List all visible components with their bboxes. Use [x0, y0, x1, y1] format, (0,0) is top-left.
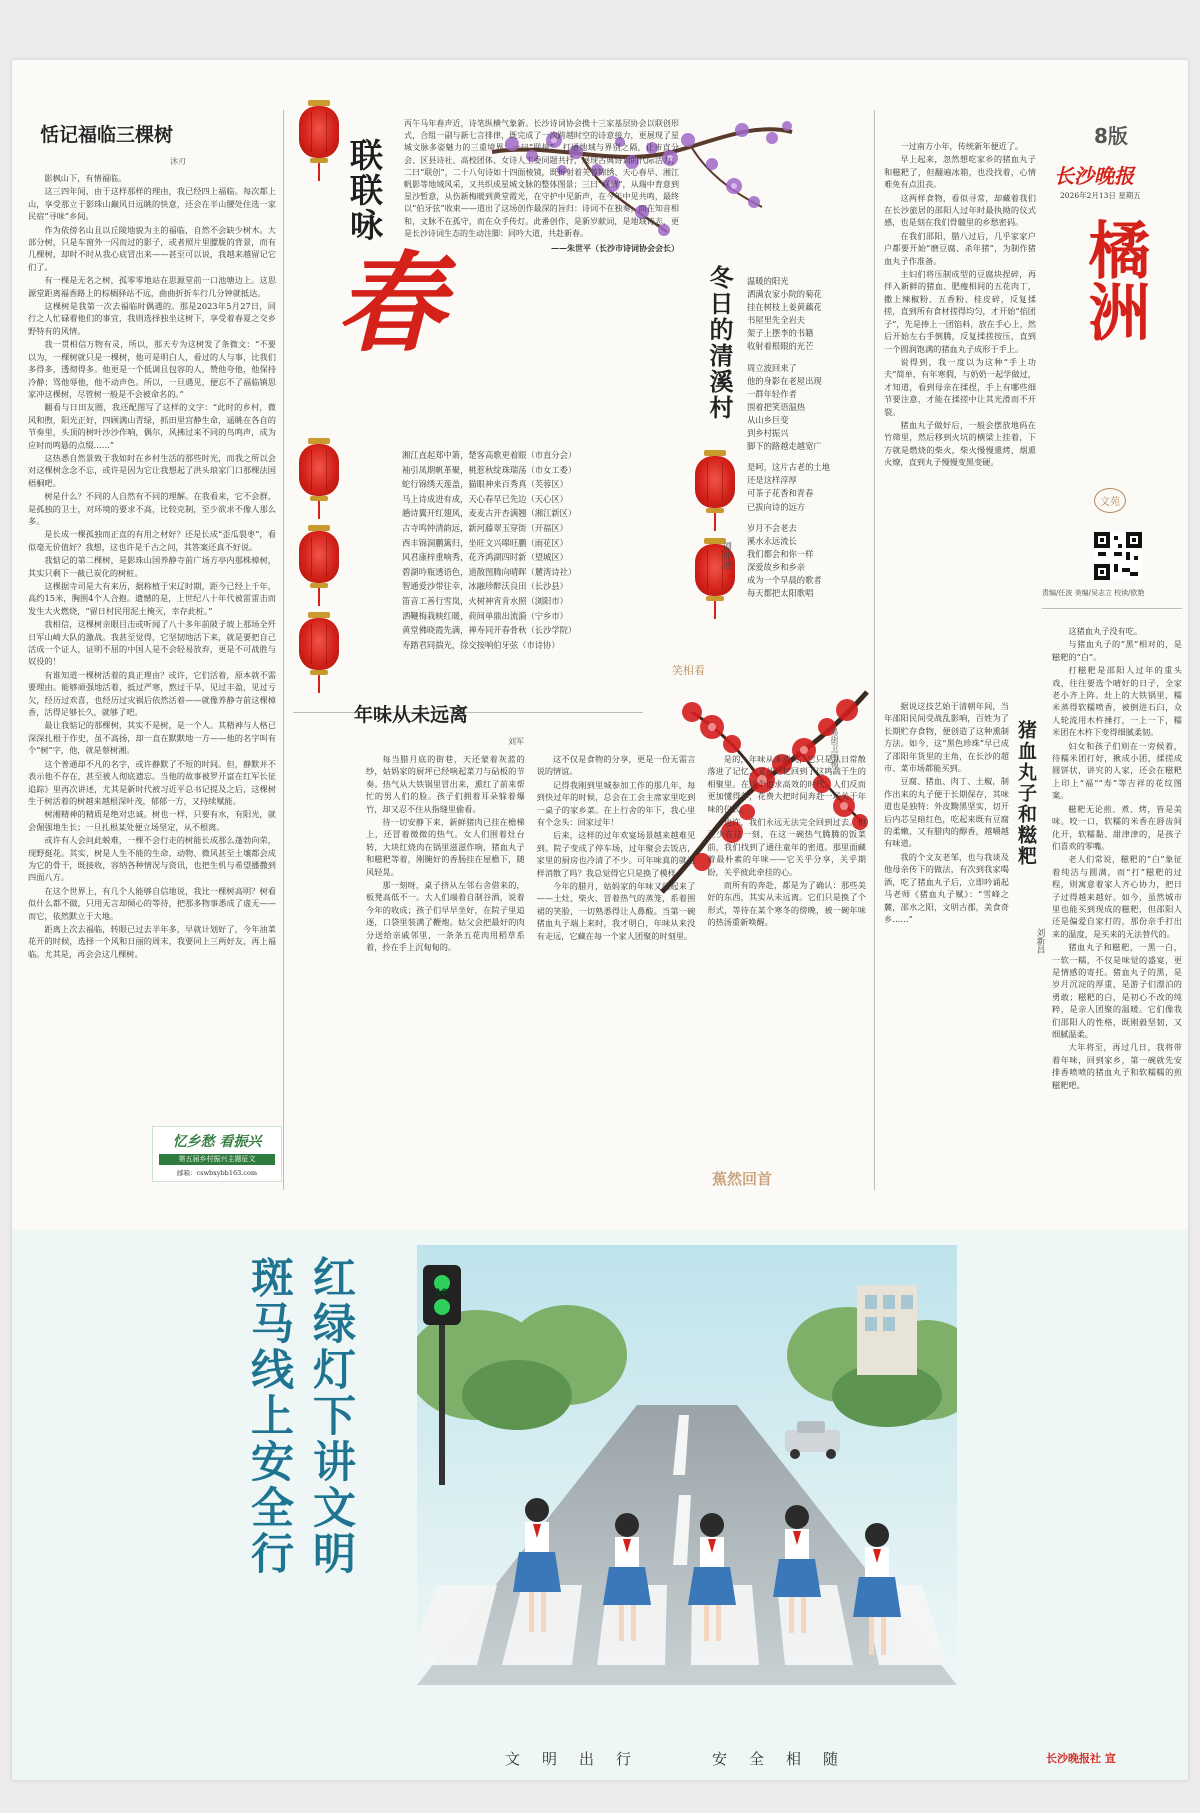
couplet-list	[402, 448, 682, 652]
poem-line: 脚下的路越走越宽广	[747, 441, 822, 452]
ad-title: 忆乡愁 看振兴	[172, 1134, 262, 1150]
page-number: 8版	[1094, 124, 1128, 148]
paragraph: 影枫山下，有情福临。	[44, 173, 127, 183]
section-sub: 文苑	[1094, 488, 1126, 513]
art-credit: 易街卫画梅	[830, 728, 839, 768]
paragraph: 那一刻呀，桌子挤从左邻右舍借来的，板凳高低不一。大人们端着自制谷酒，说着今年的收成；孩子们早早坐好，在院子里追逐，口袋里装满了鞭炮。姑父会把最好的肉分送给亲戚邻里，一条条五花肉用稻草系着，拎在手上沉甸甸的。	[366, 880, 525, 953]
paragraph: 大年将至，再过几日，我将带着年味，回到家乡，第一碗就先安排香喷喷的猪血丸子和软糯糯的煎糍粑吧。	[1052, 1042, 1182, 1090]
poem-line: 围着把笑语温热	[747, 401, 806, 412]
ad-subtitle: 第五届乡村振兴主题征文	[159, 1154, 275, 1165]
paragraph: 这热悉自然景致于我如时在乡村生活的那些时光，而我之所以会对这棵树念念不忘，或许是因为它让我想起了洪头琅家门口那棵法国梧桐吧。	[28, 452, 276, 488]
banner-title-left: 斑马线上安全行	[244, 1255, 294, 1577]
paragraph: 主妇们将压制成型的豆腐块捏碎，再拌入新鲜的猪血、肥瘦相间的五花肉丁，撒上辣椒粉、五香粉、桂皮碎，反复揉搓，直到所有食材搓得均匀，才开始“掐团子”，先是捧上一团馅料，放在手心上，然后开始左右手倒腾，反复揉搓按压，直到一个圆润饱满的猪血丸子成形于手上。	[884, 269, 1036, 354]
poem-line: 洒满农家小院的菊花	[747, 289, 822, 300]
paragraph: 树是什么？不同的人自然有不同的理解。在我看来，它不会群，是孤独的卫士，对环境的要求不高，比较克制，至少欲求不像人那么多。	[28, 491, 276, 526]
section-title: 橘洲	[1078, 218, 1151, 342]
couplet-line: 趟诗翼开红翅风，麦麦古开杏满翘（湘江新区）	[402, 508, 577, 519]
paragraph: 在这个世界上，有几个人能够自信地说，我比一棵树高明？树看似什么都不做，只用无言却倾心的等待，把那多物事悉成了虚无——而它，依然默立于大地。	[28, 885, 276, 921]
couplet-line: 寿踏君同揣光，徐交按响伯牙弦（市诗协）	[402, 639, 560, 650]
paragraph: 待一切安静下来，新鲜猪肉已挂在檐梯上，还冒着微微的热气。女人们围着灶台转，大块红烧肉在锅里滋滋作响，猪血丸子和糍粑等着，刚腌好的香肠挂在屋檐下，随风轻晃。	[366, 817, 525, 877]
crosswalk-illustration	[417, 1245, 957, 1685]
couplet-line: 湘江直起郑中箫，楚客高歌更着眼（市直分会）	[402, 450, 577, 460]
paragraph: 翻看与日田友圈，我还配图写了这样的文字：“此时的乡村，微风和煦，阳光正好，四顾满山青绿，抓田里宫静生命，遥眺在各自的节奏里，头顶的树叶沙沙作响，偶尔，风拂过来不同的鸟鸣声，成为应时而鸣悬的点缀……”	[28, 402, 276, 450]
paragraph: 这三四年间，由于这样那样的理由，我已经四上福临。每次都上山，享受那立于影珠山巅风日远眺的快意，还会在半山腰处住选一家民宿“寻味”乡间。	[28, 186, 276, 222]
lantern-icon	[299, 612, 339, 693]
couplet-line: 风君康梓重响秀，花齐鸿湖四时新（望城区）	[402, 552, 568, 563]
winter-title: 冬日的清溪村	[705, 265, 733, 421]
paragraph: 这棵据寺司是大有来历，据称植于宋辽时期，距今已经上千年，高约15米，胸围4个人合抱。遗憾的是，上世纪八十年代被雷雷击而发生大火燃烧，“留日村民用泥土掩灭，幸存此桩。”	[28, 581, 276, 616]
lantern-icon	[299, 100, 339, 181]
paragraph: 妇女和孩子们则在一旁候着，待糯米团打好，揪成小团，揉搓成圆饼状，讲究的人家，还会在糍粑上印上“福”“寿”等吉祥的花纹图案。	[1052, 740, 1182, 801]
couplet-line: 蛇行锦绣天莲盖，猫眼神来百秀真（芙蓉区）	[402, 479, 568, 490]
poem-line: 每天都把太阳歌唱	[747, 588, 814, 599]
divider	[874, 110, 875, 1190]
article3-body-mid	[884, 700, 1009, 1195]
spring-intro	[404, 118, 679, 438]
article1-author: 沐刃	[170, 157, 186, 166]
paragraph: 每当腊月底的街巷，天还蒙着灰蓝的纱，姑妈家的厨坪已经响起菜刀与砧板的节奏。热气从大铁锅里冒出来，熏红了前来帮忙的男人们的脸。孩子们拥着耳朵躲着爆竹，却又忍不住从指缝里偷看。	[366, 754, 525, 814]
article2-body	[366, 753, 866, 1213]
winter-poem	[747, 275, 869, 600]
poem-line: 挂在树枝上姜黄藕花	[747, 302, 822, 313]
couplet-line: 袖引凤期帆革聚，桃惹秋绽珠瑞荡（市女工委）	[402, 464, 577, 475]
paragraph: 有谁知道一棵树活着的真正理由？或许，它们活着，原本就不需要理由。能够顽强地活着，抵过严寒，熬过干旱，见过丰盈，见过亏欠，经历过欢喜，也经历过灾祸后依然活着——就像养静寺前这棵樟香，活得足够长久，就够了吧。	[28, 669, 276, 718]
couplet-line: 黄堂佛晓霞先满，禅寿同开春骨秋（长沙学院）	[402, 625, 577, 636]
paragraph: 这个普通却不凡的名字，或许静默了不短的时间。但，静默并不表示他不存在，甚至被人彻底遗忘。当他的故事被罗开富在红军长征追踪》里再次讲述，尤其是新时代被习近平总书记提及之后，这棵树生于树活着的树越来越根深叶茂，郁郁一方，又持续赋能。	[28, 758, 276, 806]
issue-date: 2026年2月13日 星期五	[1060, 191, 1141, 200]
article3-author: 刘新昌	[1035, 928, 1045, 954]
paragraph: 也许，我们永远无法完全回到过去。但至少在这一刻，在这一碗热气腾腾的饭菜前，我们找到了通往童年的密道。那里面藏着最朴素的年味——它关乎分享，关乎期盼，关乎彼此牵挂的心。	[707, 817, 866, 877]
poem-line: 一群年轻作者	[747, 388, 797, 399]
divider	[1042, 608, 1182, 609]
article3-body-right	[1052, 625, 1182, 1195]
paragraph: 说得到，我一度以为这种“手上功夫”简单，有年寒假，与奶奶一起学做过，才知道，看到母亲在揉捏，手上有哪些细节要注意，才能在揉搓中让其光滑而不开裂。	[884, 356, 1036, 417]
article2-author: 刘军	[508, 737, 524, 746]
newspaper-page	[12, 60, 1188, 1780]
article2-title: 年味从未远离	[354, 704, 469, 726]
stanza-break	[747, 453, 869, 461]
paragraph: 我惦记的第二棵树，是影珠山国养静寺前广场方亭内那株樟树，其实只剩下一截已炭化的树桩。	[28, 555, 276, 578]
couplet-line: 笛音工善行雪岚，火树神宵肯水照（浏阳市）	[402, 595, 568, 606]
paragraph: 是的，年味从未消失，它只是从日常散落进了记忆，又从记忆回到了这鸣蔬于生的相聚里。在这个追求高效的时代，人们反而更加懂得年，花费大把时间奔赴一场关于年味的仪式。	[707, 754, 866, 814]
paragraph: 后来，这样的过年欢宴场景越来越难见到。院子变成了停车场，过年聚会去饭店，家里的厨房也冷清了不少。可年味真的就这样消散了吗？我总觉得它只是换了模样。	[536, 830, 696, 878]
lantern-icon	[299, 438, 339, 519]
paragraph: 或许有人会问此蜕难，一棵不会行走的树能长成那么蓬勃向荣，现野挺花。其实，树是人生不能的生命，动物、微风甚至土壤都会成为它的骨干，既接收，容纳各种情况与资讯，也把生机与希望播撒到四面八方。	[28, 835, 276, 883]
poem-line: 已拔向诗的远方	[747, 501, 806, 512]
paragraph: 距离上次去福临，转眼已过去半年多，早就计划好了，今年油菜花开的时候，选择一个风和日丽的周末，我要同上三两好友，再上福临。尤其是，再会会这几棵树。	[28, 923, 276, 959]
couplet-line: 古寺鸣钟清韵远，新河藤翠玉穿街（开福区）	[402, 522, 568, 533]
poem-line: 他的身影在老屋出现	[747, 375, 822, 386]
lantern-icon	[695, 450, 735, 531]
paragraph: 我的个文友老邹，也与我谈及他母亲传下的做法，有次到我家喝酒，吃了猪血丸子后，立即吟诵起马老师《猪血丸子赋》：“雪峰之麓，邵水之阳，文明古郡，美食奇乡……”	[884, 851, 1009, 924]
editors-credit: 责编/任波 美编/吴志立 校读/欧艳	[1042, 589, 1145, 597]
poem-line: 周立波回来了	[747, 362, 797, 373]
poem-line: 是呵，这片古老的土地	[747, 462, 830, 473]
poem-line: 到乡村振兴	[747, 428, 789, 439]
poem-line: 我们都会和你一样	[747, 548, 814, 559]
paragraph: 这猪血丸子没有吃。	[1068, 626, 1143, 636]
poem-line: 深爱故乡和乡亲	[747, 561, 806, 572]
paragraph: 在我们邵阳，腊八过后，几乎家家户户都要开始“磨豆腐、杀年猪”，为制作猪血丸子作准备。	[884, 230, 1036, 266]
article2-section-mark: 蕉然回首	[712, 1170, 773, 1188]
paragraph: 我相信，这棵树亲眼目击或听闻了八十多年前陂子坡上那场全歼日军山崎大队的激战。我甚至觉得，它坚韧地活下来，就是要把自己活成一个证人，证明不屈的中国人是不会轻易放弃，更是不可战胜与奴役的！	[28, 619, 276, 667]
lantern-icon	[299, 525, 339, 606]
divider	[283, 110, 284, 1190]
qr-code-icon[interactable]	[1094, 532, 1142, 580]
poem-line: 收射着根眼的光芒	[747, 341, 814, 352]
paragraph: 而所有的奔赴，都是为了确认：那些美好的东西，其实从未远离。它们只是换了个形式，等待在某个寒冬的傍晚，被一碗年味的热汤重新唤醒。	[707, 880, 866, 928]
paragraph: 今年的腊月，姑妈家的年味又闹起来了——土灶、柴火、冒着热气的蒸笼，系着围裙的笑脸，一切熟悉得让人鼻酸。当第一碗猪血丸子端上来时，我才明白，年味从来没有走远，它藏在每一个家人团聚的时刻里。	[536, 881, 696, 941]
poem-line: 书屋里先全岩夫	[747, 315, 806, 326]
banner-title-right: 红绿灯下讲文明	[306, 1255, 356, 1577]
spring-intro-sign: ——朱世平（长沙市诗词协会会长）	[551, 243, 679, 254]
poem-line: 从山乡巨变	[747, 414, 789, 425]
paragraph: 这不仅是食物的分享，更是一份无需言说的情谊。	[536, 754, 696, 777]
paragraph: 作为依傍名山且以丘陵地貌为主的福临，自然不会缺少树木。大部分树，只是车窗外一闪而过的影子，或者照片里朦胧的背景，而有几棵树，却时不时从我心底冒出来——甚至可以说，我越来越留记它们了。	[28, 224, 276, 272]
paragraph: 最让我惦记的那棵树，其实不是树，是一个人。其精神与人格已深深扎根于作史，虽不高扬，却一直在默默地一方——他的名字叫有个“树”字，他，就是蔡树湘。	[28, 720, 276, 756]
traffic-light-number: 10	[435, 1288, 448, 1298]
paragraph: 与猪血丸子的“黑”相对的，是糍粑的“白”。	[1052, 639, 1182, 662]
stanza-break	[747, 514, 869, 522]
poem-line: 可茶子花香和青春	[747, 488, 814, 499]
poem-line: 架子上摆李的书籍	[747, 328, 814, 339]
paragraph: 一过南方小年，传统新年便近了。	[900, 141, 1024, 151]
paragraph: 有一棵是无名之树，孤零零地站在思源堂前一口池塘边上。这思源堂距离福香路上的棕榈驿站不远，曲曲折折车行几分钟就抵达。	[28, 275, 276, 298]
paper-name: 长沙晚报	[1054, 164, 1134, 188]
paragraph: 猪血丸子做好后，一般会摆放地码在竹筛里，然后移到火坑的横梁上挂着，下方就是燃烧的柴火，柴火慢慢熏烤，烟熏火燎，直到丸子慢慢变黑变硬。	[884, 419, 1036, 468]
footer-slogan-left: 文明出行	[505, 1750, 654, 1768]
stanza-break	[747, 354, 869, 362]
article1-title: 恬记福临三棵树	[40, 124, 174, 146]
poem-line: 岁月不会老去	[747, 522, 797, 533]
spring-title-big: 春	[336, 242, 445, 367]
paragraph: 打糍粑是邵阳人过年的重头戏，往往要选个晴好的日子，全家老小齐上阵。灶上的大铁锅里，糯米蒸得软糯喷香，被倒进石臼，众人轮流用木杵捶打，一上一下，糯米团在木杵下变得细腻柔韧。	[1052, 665, 1182, 738]
paragraph: 记得我刚到里城参加工作的那几年，每到快过年的时候，总会在工会主席家里吃到一桌子的家乡菜。在上行舍的年下，我心里有个念头：回家过年！	[536, 779, 696, 828]
banner-sponsor: 长沙晚报社 宣	[1046, 1752, 1116, 1765]
winter-author: 谭仲池	[721, 542, 731, 569]
couplet-line: 马上诗成进有成，天心春早已先边（天心区）	[402, 493, 568, 504]
spring-intro-text: 丙午马年春声近，诗笔纵横气象新。长沙诗词协会携十三家基层协会以联创形式，合组一副与新七言排律，既完成了一次跨越时空的诗意接力，更展现了星城文脉多姿魅力的三重境界：一曰“联接”，打通地域与界别之隔，让市直分会、区县诗社、高校团体、女诗人工委同题共抒，展现古典诗词的代际活力；二曰“联创”，二十八句诗如十四面棱镜，既折射着芙蓉锦绣、天心春早、湘江帆影等地域风采，又共织成星城文脉的整体图景；三曰“联情”，从瑞中育意到星沙暂意，从伤新梅暖到黄堂霞光，在守护中见新声，在今年中见共鸣，最终以“伯牙弦”收束——道出了这场创作最深的旨归：诗词不在独奏，而在知音相和，文脉不在孤守，而在众手传灯。此番创作，是新岁献词，是地域诗志，更是长沙诗词生态的生动注脚：同吟大道，共赴新春。	[404, 119, 679, 238]
spring-section-mark: 笑相看	[672, 664, 705, 677]
footer-slogan-right: 安全相随	[712, 1750, 861, 1768]
spring-title-small: 联联咏	[345, 138, 384, 243]
poem-line: 成为一个早晨的歌者	[747, 574, 822, 585]
article3-title: 猪血丸子和糍粑	[1015, 720, 1037, 867]
couplet-line: 洒鞭梅栽映红暖，荷间单鼎出流漪（宁乡市）	[402, 610, 568, 621]
paragraph: 糍粑无论煎、煮、烤，皆是美味。咬一口，软糯的米香在唇齿间化开，软糯黏、甜津津的，是孩子们喜欢的零嘴。	[1052, 803, 1182, 851]
paragraph: 早上起来，忽然想吃家乡的猪血丸子和糍粑了，但翻遍冰箱，也没找着，心情难免有点沮丧。	[884, 154, 1036, 190]
couplet-line: 智通爱沙带往幸，冰融珍醉沃良田（长沙县）	[402, 581, 568, 592]
paragraph: 我一贯相信万物有灵，所以，那天专为这树发了条微文：“不要以为，一棵树就只是一棵树，他可是明白人，看过的人与事，比我们多得多，透彻得多。他更是一个低调且包容的人，赞他夸他，他保持冷静；骂他辱他，他不动声色。所以，一旦遇见，便忘不了福临镇思家冲这棵树，尽管树一般是不会被命名的。”	[28, 339, 276, 399]
article1-body	[28, 172, 276, 1182]
paragraph: 树湘精神的精质是绝对忠诚。树也一样，只要有水，有阳光，就会倔强地生长；一旦扎根某处便立场坚定，从不根离。	[28, 809, 276, 832]
article3-body-top	[884, 140, 1036, 690]
ad-email: 邮箱：cswbxybb163.com	[176, 1169, 258, 1177]
paragraph: 是长成一棵孤独而正直的有用之材好？还是长成“歪瓜裂枣”，看似毫无价值好？我想，这也许是千古之问，其答案还真不好说。	[28, 529, 276, 552]
couplet-line: 碧湖吟瓶透语色，道散图腾向晴晖（麓湾诗社）	[402, 566, 577, 577]
couplet-line: 西丰锦洞鹏篱归，坐旺文兴嗥旺鹏（雨花区）	[402, 537, 568, 548]
poem-line: 溪水永远流长	[747, 535, 797, 546]
paragraph: 这棵树是我第一次去福临时偶遇的。那是2023年5月27日，同行之人忙碌着他们的事宜，我则选择独坐这树下，享受着春夏之交乡野特有的风情。	[28, 301, 276, 336]
paragraph: 这两样食物，看似寻常，却藏着我们在长沙旅居的邵阳人过年时最执拗的仪式感，也是刻在我们骨髓里的乡愁密码。	[884, 192, 1036, 228]
poem-line: 温暖的阳光	[747, 276, 789, 286]
paragraph: 豆腐、猪血、肉丁、土椒，制作出来的丸子便于长期保存，其味道也是独特：外皮黝黑坚实，切开后内芯呈暗红色，吃起来既有豆腐的柔嫩，又有腊肉的醇香，越嚼越有味道。	[884, 776, 1009, 849]
paragraph: 猪血丸子和糍粑，一黑一白，一软一糯，不仅是味觉的盛宴，更是情感的寄托。猪血丸子的黑，是岁月沉淀的厚重，是游子们漂泊的勇敢；糍粑的白，是初心不改的纯粹，是亲人团聚的温暖。它们像我们邵阳人的性格，既刚毅坚韧，又细腻温柔。	[1052, 942, 1182, 1039]
poem-line: 还是这样淳厚	[747, 475, 797, 486]
paragraph: 据说这技艺始于清朝年间，当年邵阳民间受战乱影响，百姓为了长期贮存食物，便创造了这种熏制方法。如今，这“黑色珍珠”早已成了邵阳年货里的主角，在长沙的超市、菜市场都能买到。	[884, 701, 1009, 774]
rural-essay-ad[interactable]	[152, 1126, 282, 1182]
paragraph: 老人们常说，糍粑的“白”象征着纯洁与圆满，而“打”糍粑的过程，则寓意着家人齐心协力，把日子过得越来越好。如今，虽然城市里也能买到现成的糍粑，但邵阳人还是偏爱自家打的，那份亲手打出来的温度，是买来的无法替代的。	[1052, 854, 1182, 939]
